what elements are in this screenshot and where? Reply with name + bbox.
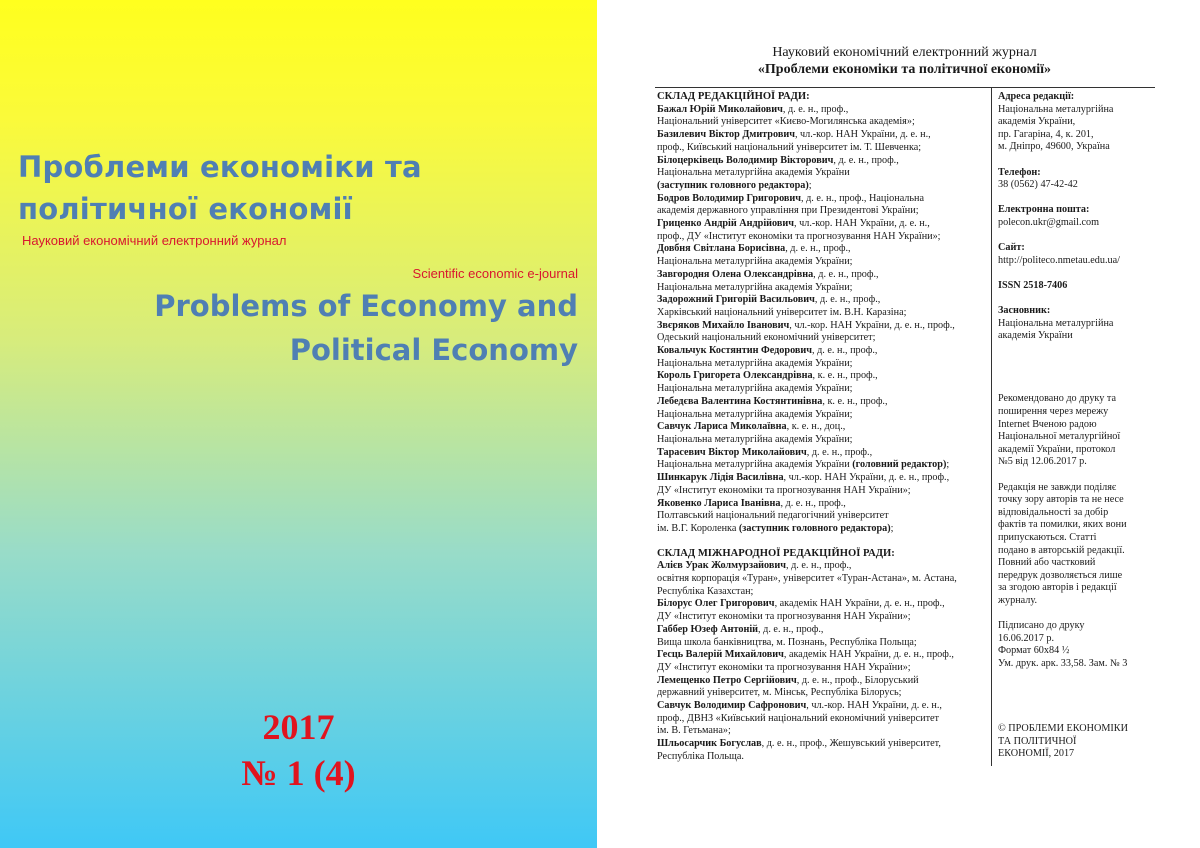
board-member-detail: , д. е. н., проф., Національна [801,192,925,204]
header-divider [655,87,1155,88]
board-member-detail: , академік НАН України, д. е. н., проф., [774,598,945,610]
phone-block [998,167,1148,192]
email-value: polecon.ukr@gmail.com [998,216,1100,228]
imprint-page [597,0,1200,848]
board-member-line [657,598,989,611]
board-member-detail: академія державного управління при Президентові України; [657,205,919,217]
board-member-line [657,180,989,193]
board-member-detail: освітня корпорація «Туран», університет «Туран-Астана», м. Астана, [657,573,957,585]
founder-label: Засновник: [998,305,1051,317]
phone-value: 38 (0562) 47-42-42 [998,179,1078,191]
board-member-line [657,687,989,700]
board-member-detail: ДУ «Інститут економіки та прогнозування НАН України»; [657,661,911,673]
founder-block [998,305,1148,343]
site-label: Сайт: [998,242,1025,254]
recommendation-line: №5 від 12.06.2017 р. [998,456,1087,468]
board-member-detail: , д. е. н., проф., [813,268,879,280]
board-member-name: Шинкарук Лідія Василівна [657,472,784,484]
board-member-detail: проф., Київський національний університет ім. Т. Шевченка; [657,141,922,153]
recommendation-line: поширення через мережу [998,406,1109,418]
board-member-name: Тарасевич Віктор Миколайович [657,446,807,458]
board-member-line [657,116,989,129]
board-member-name: Лебедєва Валентина Костянтинівна [657,395,823,407]
board-member-detail: , к. е. н., проф., [812,370,878,382]
board-member-line [657,193,989,206]
disclaimer-line: точку зору авторів та не несе [998,494,1124,506]
board-member-detail: , д. е. н., проф., [758,623,824,635]
board-member-detail: , д. е. н., проф., [780,497,846,509]
board-member-line [657,256,989,269]
board-member [657,345,989,370]
disclaimer-line: Редакція не завжди поділяє [998,481,1117,493]
disclaimer-line: подано в авторській редакції. [998,544,1125,556]
board-member-detail: Національна металургійна академія України; [657,433,853,445]
board-member-name: Габбер Юзеф Антоній [657,623,759,635]
board-member-line [657,523,989,536]
board-member [657,447,989,472]
phone-label: Телефон: [998,166,1041,178]
board-member-name: Завгородня Олена Олександрівна [657,268,814,280]
email-block [998,204,1148,229]
board-member-line [657,751,989,764]
board-member-name: Савчук Лариса Миколаївна [657,421,787,433]
recommendation-line: академії України, протокол [998,443,1116,455]
board-member-detail: , д. е. н., проф., [833,154,899,166]
board-member [657,243,989,268]
imprint-info [998,91,1148,774]
cover-subtitle-en: Scientific economic e-journal [412,266,578,281]
disclaimer-line: Повний або частковий [998,557,1096,569]
board-member-detail: , д. е. н., проф., [782,103,849,115]
cover-subtitle-ua: Науковий економічний електронний журнал [22,233,287,248]
address-line: пр. Гагаріна, 4, к. 201, [998,128,1094,140]
board-member-detail: , чл.-кор. НАН України, д. е. н., проф., [783,472,950,484]
board-member-line [657,396,989,409]
copyright-line: ТА ПОЛІТИЧНОЇ [998,735,1077,747]
copyright-line: ЕКОНОМІЇ, 2017 [998,748,1075,760]
board-member [657,294,989,319]
copyright-note [998,723,1148,761]
board-member-detail: , д. е. н., проф., Білоруський [796,674,919,686]
page-header-journal-type: Науковий економічний електронний журнал [772,45,1037,60]
disclaimer-line: за згодою авторів і редакції [998,582,1117,594]
disclaimer-line: відповідальності за добір [998,506,1109,518]
board-member-detail: , д. е. н., проф., [814,294,881,306]
board-member-detail: проф., ДВНЗ «Київський національний економічний університет [657,712,940,724]
board-member-line [657,434,989,447]
board-member-detail: Національна металургійна академія України; [657,256,853,268]
board-member [657,396,989,421]
board-member-line [657,269,989,282]
address-line: м. Дніпро, 49600, Україна [998,141,1110,153]
board-member-detail: ДУ «Інститут економіки та прогнозування НАН України»; [657,611,911,623]
board-member [657,370,989,395]
board-member-line [657,421,989,434]
board-member-line [657,409,989,422]
board-member-line [657,129,989,142]
board-member-detail: , к. е. н., доц., [786,421,846,433]
board-member-detail: , академік НАН України, д. е. н., проф., [783,649,954,661]
recommendation-line: Рекомендовано до друку та [998,393,1116,405]
board-member-line [657,637,989,650]
board-member-detail: , д. е. н., проф., Жешувський університет, [761,738,941,750]
board-member-line [657,649,989,662]
board-member-name: Гесць Валерій Михайлович [657,649,784,661]
board-member-line [657,738,989,751]
disclaimer-line: передрук дозволяється лише [998,569,1123,581]
board-member [657,421,989,446]
board-member-line [657,104,989,117]
recommendation-line: Internet Вченою радою [998,418,1097,430]
board-member-line [657,573,989,586]
board-member-line [657,218,989,231]
journal-cover [0,0,597,848]
board-member-detail: , д. е. н., проф., [806,446,873,458]
recommendation-line: Національної металургійної [998,431,1121,443]
board-member [657,675,989,700]
board-member-name: Бажал Юрій Миколайович [657,103,783,115]
board-member-line [657,155,989,168]
board-member-detail: Національний університет «Києво-Могилянська академія»; [657,116,915,128]
board-member [657,560,989,598]
board-member [657,649,989,674]
board-member-detail: Національна металургійна академія України (головний редактор); [657,459,950,471]
board-member-line [657,560,989,573]
board-member-line [657,282,989,295]
board-member-detail: Національна металургійна академія України; [657,357,853,369]
board-member-name: Яковенко Лариса Іванівна [657,497,781,509]
board-member-name: Звєряков Михайло Іванович [657,319,790,331]
board-member-detail: , д. е. н., проф., [812,345,878,357]
board-member-detail: ім. В.Г. Короленка (заступник головного редактора); [657,522,894,534]
board-member-detail: , чл.-кор. НАН України, д. е. н., [794,218,930,230]
board-member-line [657,358,989,371]
board-member [657,598,989,623]
board-member [657,129,989,154]
board-member-detail: Полтавський національний педагогічний університет [657,510,889,522]
board-member-name: Задорожний Григорій Васильович [657,294,815,306]
board-member-line [657,586,989,599]
board-member-detail: проф., ДУ «Інститут економіки та прогнозування НАН України»; [657,230,941,242]
board-member-line [657,485,989,498]
board-member-line [657,498,989,511]
print-line: 16.06.2017 р. [998,632,1055,644]
print-line: Підписано до друку [998,620,1085,632]
founder-line: Національна металургійна [998,317,1114,329]
board-member-detail: , чл.-кор. НАН України, д. е. н., [806,700,942,712]
board-member-detail: , д. е. н., проф., [785,243,851,255]
address-label: Адреса редакції: [998,91,1075,102]
board-member-detail: , чл.-кор. НАН України, д. е. н., [794,129,931,141]
recommendation-note [998,393,1148,469]
board-member-detail: Республіка Казахстан; [657,585,754,597]
founder-lines [998,318,1148,343]
board-member-name: Алієв Урак Жолмурзайович [657,560,786,572]
copyright-line: © ПРОБЛЕМИ ЕКОНОМІКИ [998,723,1128,735]
board-member-line [657,370,989,383]
address-lines [998,104,1148,154]
cover-issue-number: № 1 (4) [241,753,356,793]
page-header-journal-title: «Проблеми економіки та політичної економії» [757,62,1052,77]
column-divider [991,88,992,766]
print-line: Формат 60х84 ½ [998,645,1070,657]
cover-year: 2017 [262,707,335,747]
board-member [657,218,989,243]
board-member-line [657,231,989,244]
site-link[interactable]: http://politeco.nmetau.edu.ua/ [998,254,1120,266]
disclaimer-line: фактів та помилки, яких вони [998,519,1127,531]
board-member-name: Ковальчук Костянтин Федорович [657,345,813,357]
founder-line: академія України [998,330,1073,342]
board-member-line [657,624,989,637]
board-member-detail: Національна металургійна академія України [657,167,850,179]
site-block [998,242,1148,267]
board-member-line [657,713,989,726]
board-member-name: Шльосарчик Богуслав [657,738,762,750]
issn: ISSN 2518-7406 [998,279,1068,291]
board-member [657,155,989,193]
address-line: Національна металургійна [998,103,1114,115]
editorial-boards [657,91,989,764]
board-member-name: Бодров Володимир Григорович [657,192,802,204]
board-member-line [657,345,989,358]
board-member-line [657,383,989,396]
print-details [998,620,1148,670]
board-member [657,498,989,536]
board-member-detail: , к. е. н., проф., [822,395,888,407]
board-member-detail: , чл.-кор. НАН України, д. е. н., проф., [789,319,955,331]
board-member-line [657,294,989,307]
board-member-name: Лемещенко Петро Сергійович [657,674,797,686]
board-member-detail: ім. В. Гетьмана»; [657,725,731,737]
board-member-line [657,205,989,218]
board-member [657,269,989,294]
editorial-board-heading: СКЛАД РЕДАКЦІЙНОЇ РАДИ: [657,91,810,102]
board-member-detail: Одеський національний економічний університет; [657,332,876,344]
print-line: Ум. друк. арк. 33,58. Зам. № 3 [998,657,1128,669]
board-member-line [657,332,989,345]
board-member-line [657,307,989,320]
board-member [657,104,989,129]
board-member-line [657,611,989,624]
address-line: академія України, [998,116,1076,128]
board-member-detail: , д. е. н., проф., [786,560,852,572]
spacer [998,683,1148,723]
intl-board-list [657,560,989,763]
address-block [998,91,1148,154]
board-member-name: Довбня Світлана Борисівна [657,243,786,255]
board-member [657,738,989,763]
board-member-detail: Вища школа банківництва, м. Познань, Республіка Польща; [657,636,917,648]
disclaimer-note [998,482,1148,608]
board-member-line [657,243,989,256]
board-member-detail: ДУ «Інститут економіки та прогнозування НАН України»; [657,484,911,496]
board-member-detail: Харківський національний університет ім. В.Н. Каразіна; [657,306,907,318]
board-member [657,472,989,497]
board-member-detail: Республіка Польща. [657,750,744,762]
board-member-detail: Національна металургійна академія України; [657,383,853,395]
board-member-line [657,447,989,460]
board-member-detail: Національна металургійна академія України; [657,281,853,293]
editorial-board-list [657,104,989,536]
board-member-line [657,459,989,472]
board-member-line [657,142,989,155]
intl-board-heading: СКЛАД МІЖНАРОДНОЇ РЕДАКЦІЙНОЇ РАДИ: [657,547,895,559]
board-member-name: Білоцерківець Володимир Вікторович [657,154,834,166]
board-member-line [657,472,989,485]
board-member [657,320,989,345]
cover-title-ua: Проблеми економіки та політичної економії [18,150,422,226]
board-member [657,700,989,738]
email-label: Електронна пошта: [998,204,1090,216]
board-member-name: Гриценко Андрій Андрійович [657,218,795,230]
board-member-line [657,510,989,523]
disclaimer-line: журналу. [998,594,1037,606]
board-member-line [657,725,989,738]
board-member [657,193,989,218]
board-member [657,624,989,649]
board-member-detail: Національна металургійна академія України; [657,408,853,420]
board-member-name: Базилевич Віктор Дмитрович [657,129,795,141]
board-member-line [657,675,989,688]
board-member-line [657,662,989,675]
spacer [998,355,1148,393]
cover-title-en: Problems of Economy and Political Economy [154,289,578,367]
board-member-name: Король Григорета Олександрівна [657,370,813,382]
board-member-line [657,167,989,180]
board-member-line [657,320,989,333]
disclaimer-line: припускаються. Статті [998,532,1097,543]
board-member-detail: (заступник головного редактора); [657,179,812,191]
board-member-name: Білорус Олег Григорович [657,598,775,610]
board-member-detail: державний університет, м. Мінськ, Республіка Білорусь; [657,687,902,699]
board-member-line [657,700,989,713]
board-member-name: Савчук Володимир Сафронович [657,700,807,712]
